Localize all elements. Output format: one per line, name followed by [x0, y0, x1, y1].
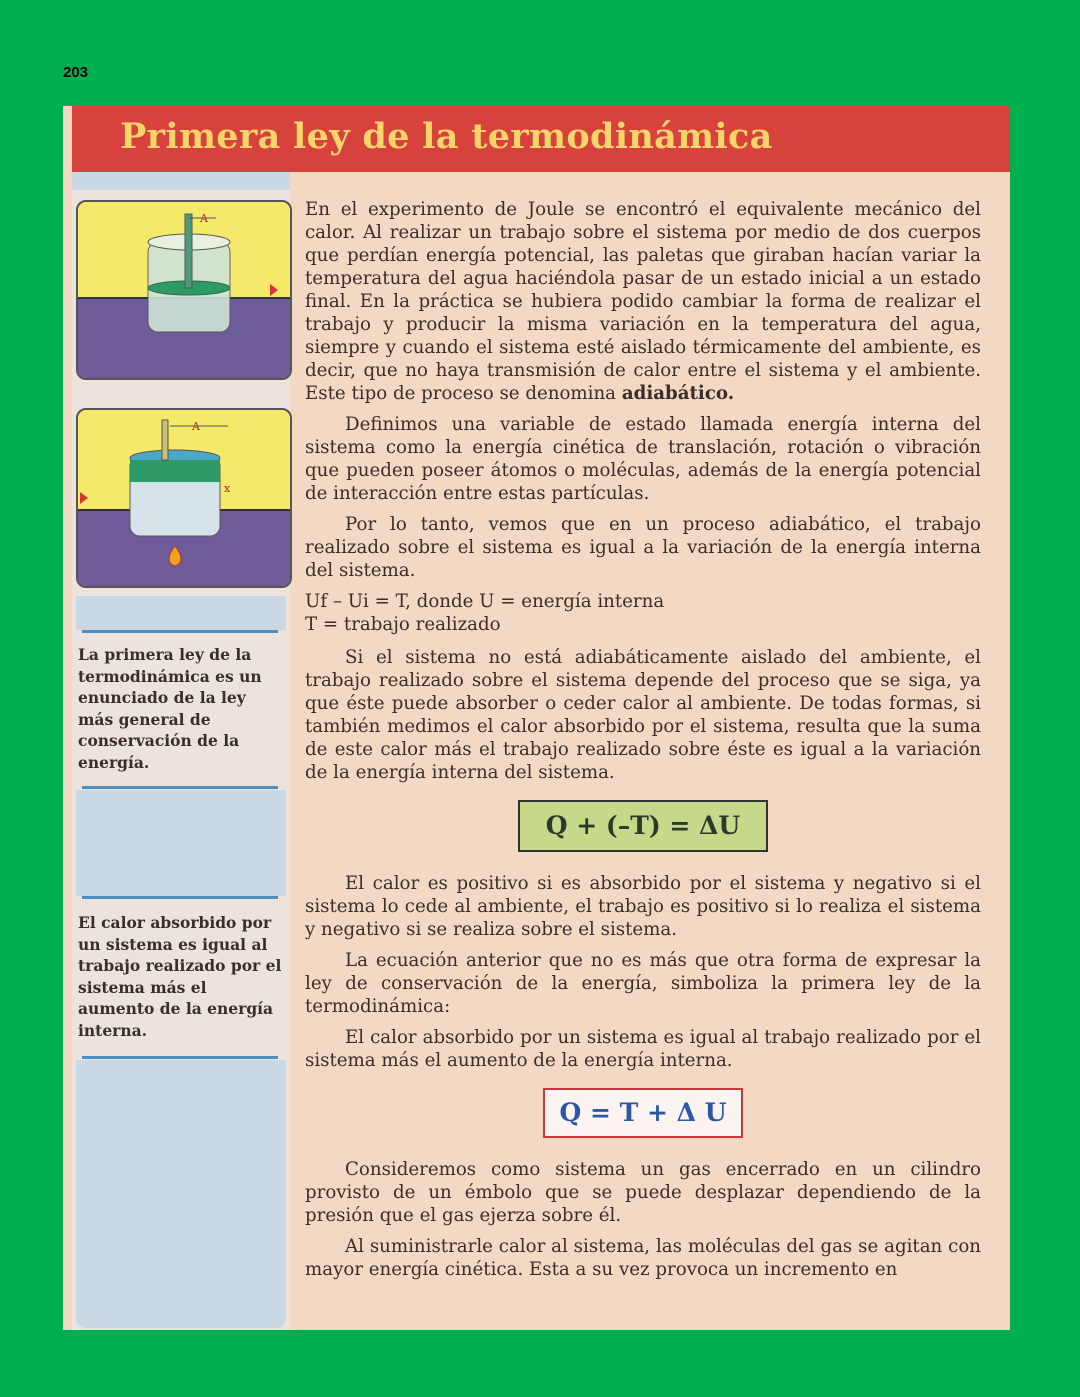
label-a: A: [200, 212, 208, 225]
divider: [82, 630, 278, 633]
equation-box-2: Q = T + Δ U: [543, 1088, 743, 1138]
paragraph: El calor absorbido por un sistema es igual al trabajo realizado por el sistema más el aumento de la energía interna.: [305, 1027, 981, 1071]
paragraph: [305, 198, 981, 405]
label-x: x: [224, 482, 231, 495]
piston-figure-adiabatic: [76, 200, 292, 380]
paragraph: Definimos una variable de estado llamada energía interna del sistema como la energía cinética de translación, rotación o vibración que pueden poseer átomos o moléculas, además de la energía potencial de interacción entre estas partículas.: [305, 414, 981, 504]
divider: [82, 1056, 278, 1059]
equation-box-1: Q + (–T) = ΔU: [518, 800, 768, 852]
term-adiabatico: adiabático.: [621, 383, 735, 404]
paragraph-text: En el experimento de Joule se encontró el equivalente mecánico del calor. Al realizar un trabajo sobre el sistema por medio de dos cuerpos que perdían energía potencial, las paletas que giraban hacían variar la temperatura del agua haciéndola pasar de un estado inicial a un estado final. En la práctica se hubiera podido cambiar la forma de realizar el trabajo y producir la misma variación en la temperatura del agua, siempre y cuando el sistema esté aislado térmicamente del ambiente, es decir, que no haya transmisión de calor entre el sistema y el ambiente. Este tipo de proceso se denomina: [305, 199, 981, 404]
title-banner: [72, 106, 1010, 172]
paragraph: Por lo tanto, vemos que en un proceso adiabático, el trabajo realizado sobre el sistema es igual a la variación de la energía interna del sistema.: [305, 514, 981, 581]
equation-line: T = trabajo realizado: [305, 614, 501, 635]
textbook-page: [63, 106, 1010, 1330]
sidebar-note-2: El calor absorbido por un sistema es igual al trabajo realizado por el sistema más el aumento de la energía interna.: [78, 913, 282, 1040]
paragraph: La ecuación anterior que no es más que otra forma de expresar la ley de conservación de la energía, simboliza la primera ley de la termodinámica:: [305, 950, 981, 1017]
paragraph: El calor es positivo si es absorbido por el sistema y negativo si el sistema lo cede al ambiente, el trabajo es positivo si lo realiza el sistema y negativo si se realiza sobre el sistema.: [305, 873, 981, 940]
equation-line: Uf – Ui = T, donde U = energía interna: [305, 591, 665, 612]
divider: [82, 896, 278, 899]
divider: [82, 786, 278, 789]
paragraph: Consideremos como sistema un gas encerrado en un cilindro provisto de un émbolo que se puede desplazar dependiendo de la presión que el gas ejerza sobre él.: [305, 1159, 981, 1226]
label-a: A: [192, 420, 200, 433]
paragraph: Al suministrarle calor al sistema, las moléculas del gas se agitan con mayor energía cinética. Esta a su vez provoca un incremento en: [305, 1236, 981, 1280]
sidebar-band: [76, 596, 286, 630]
sidebar-band: [76, 790, 286, 896]
sidebar: [72, 172, 290, 1330]
page-number: 203: [63, 64, 89, 81]
page-title: Primera ley de la termodinámica: [120, 116, 773, 157]
piston-figure-heated: [76, 408, 292, 588]
sidebar-note-1: La primera ley de la termodinámica es un enunciado de la ley más general de conservación de la energía.: [78, 645, 262, 772]
main-text: [305, 198, 981, 1289]
sidebar-band: [76, 1060, 286, 1328]
definition-block: [305, 590, 981, 636]
paragraph: Si el sistema no está adiabáticamente aislado del ambiente, el trabajo realizado sobre el sistema depende del proceso que se siga, ya que éste puede absorber o ceder calor al ambiente. De todas formas, si también medimos el calor absorbido por el sistema, resulta que la suma de este calor más el trabajo realizado sobre éste es igual a la variación de la energía interna del sistema.: [305, 647, 981, 783]
sidebar-band: [72, 172, 290, 190]
